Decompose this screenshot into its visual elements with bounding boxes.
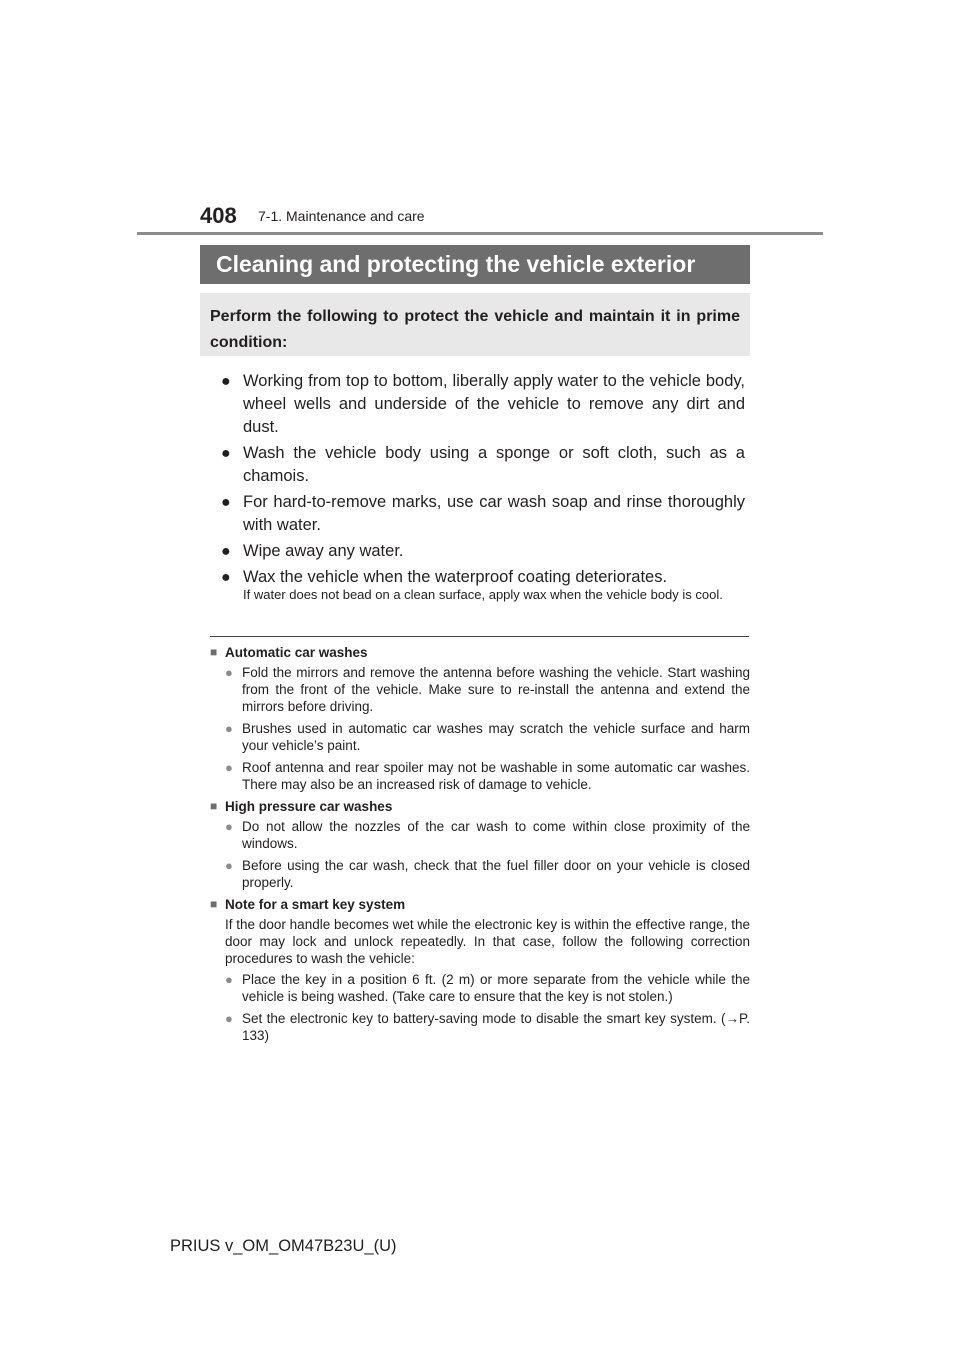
bullet-icon: ● [221, 373, 231, 390]
list-item: ● Do not allow the nozzles of the car wash to come within close proximity of the windows. [225, 819, 750, 851]
list-item: ● Wipe away any water. [221, 540, 745, 563]
bullet-icon: ● [225, 858, 233, 873]
header-divider [137, 232, 823, 235]
list-item: ● Brushes used in automatic car washes may scratch the vehicle surface and harm your vehicle’s paint. [225, 721, 750, 753]
list-item: ● Wax the vehicle when the waterproof coating deteriorates. [221, 566, 745, 589]
smart-key-heading: ■ Note for a smart key system [210, 897, 406, 912]
list-item: ● Wash the vehicle body using a sponge or soft cloth, such as a chamois. [221, 444, 745, 485]
intro-box [200, 293, 750, 356]
square-icon: ■ [210, 897, 218, 911]
bullet-icon: ● [221, 445, 231, 462]
page-title: Cleaning and protecting the vehicle exterior [200, 245, 750, 284]
automatic-list [210, 664, 750, 793]
list-item: ● Working from top to bottom, liberally apply water to the vehicle body, wheel wells and underside of the vehicle to remove any dirt and dust. [221, 372, 745, 436]
high-pressure-heading: ■ High pressure car washes [210, 799, 393, 814]
bullet-icon: ● [221, 569, 231, 586]
bullet-icon: ● [225, 1011, 233, 1026]
steps-list [221, 370, 745, 592]
smart-key-list [210, 971, 750, 1044]
bullet-icon: ● [225, 721, 233, 736]
smart-key-body: If the door handle becomes wet while the electronic key is within the effective range, the door may lock and unlock repeatedly. In that case, follow the following correction procedures to wash the vehicle: [225, 917, 750, 966]
info-divider [210, 636, 749, 637]
list-item: ● Before using the car wash, check that the fuel filler door on your vehicle is closed properly. [225, 858, 750, 890]
bullet-icon: ● [225, 665, 233, 680]
section-label: 7-1. Maintenance and care [258, 208, 425, 224]
page-number: 408 [200, 203, 237, 228]
square-icon: ■ [210, 799, 218, 813]
bullet-icon: ● [225, 972, 233, 987]
bullet-icon: ● [221, 494, 231, 511]
list-item: ● Place the key in a position 6 ft. (2 m) or more separate from the vehicle while the vehicle is being washed. (Take care to ensure that the key is not stolen.) [225, 972, 750, 1004]
bullet-icon: ● [225, 760, 233, 775]
wax-note: If water does not bead on a clean surface, apply wax when the vehicle body is cool. [243, 587, 723, 602]
high-pressure-list [210, 818, 750, 891]
footer-doc-id: PRIUS v_OM_OM47B23U_(U) [170, 1237, 397, 1255]
list-item: ● Set the electronic key to battery-saving mode to disable the smart key system. (→P. 133) [225, 1011, 750, 1043]
intro-text: Perform the following to protect the vehicle and maintain it in prime condition: [210, 308, 740, 351]
bullet-icon: ● [221, 543, 231, 560]
list-item: ● Roof antenna and rear spoiler may not be washable in some automatic car washes. There may also be an increased risk of damage to vehicle. [225, 760, 750, 792]
square-icon: ■ [210, 645, 218, 659]
info-section [210, 644, 750, 1049]
list-item: ● For hard-to-remove marks, use car wash soap and rinse thoroughly with water. [221, 493, 745, 534]
bullet-icon: ● [225, 819, 233, 834]
automatic-heading: ■ Automatic car washes [210, 645, 368, 660]
list-item: ● Fold the mirrors and remove the antenna before washing the vehicle. Start washing from the front of the vehicle. Make sure to re-install the antenna and extend the mirrors before driving. [225, 665, 750, 714]
